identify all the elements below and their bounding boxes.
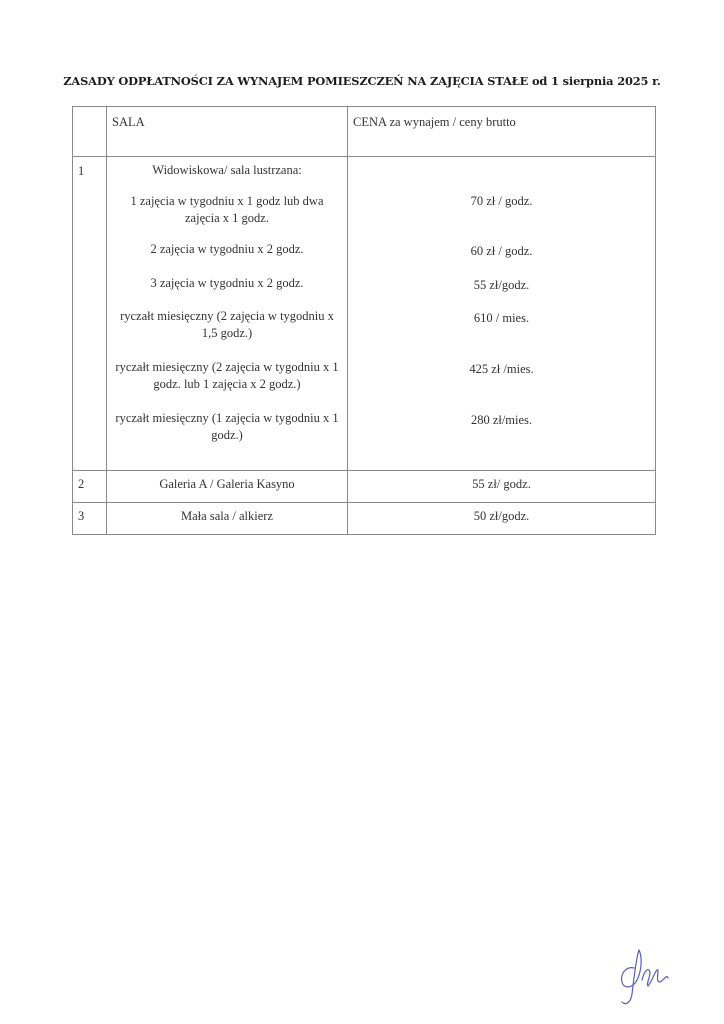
header-number-cell [73,107,107,157]
pricing-table [72,106,656,535]
option-price: 280 zł/mies. [470,413,533,427]
option-price: 70 zł / godz. [470,194,533,208]
header-sala-label: SALA [112,115,145,129]
signature-stroke [622,950,668,1004]
header-cena-cell [348,107,656,157]
option-price: 610 / mies. [473,311,530,325]
room-cell [107,471,348,503]
header-cena-label: CENA za wynajem / ceny brutto [353,115,516,129]
document-title: ZASADY ODPŁATNOŚCI ZA WYNAJEM POMIESZCZEŃ NA ZAJĘCIA STAŁE od 1 sierpnia 2025 r. [63,74,661,88]
room-name: Widowiskowa/ sala lustrzana: [152,163,302,177]
option-label-line1: 3 zajęcia w tygodniu x 2 godz. [150,276,304,290]
row-number: 3 [78,509,85,523]
table-row [73,157,656,471]
option-label-line1: ryczałt miesięczny (2 zajęcia w tygodniu x 1 [115,360,339,374]
option-label-line2: 1,5 godz.) [201,326,253,340]
room-cell [107,503,348,535]
option-item [107,359,347,403]
price-cell [348,157,656,471]
option-label-line1: ryczałt miesięczny (2 zajęcia w tygodniu x [120,309,334,323]
handwritten-signature [612,944,682,1008]
row-number: 1 [78,164,85,178]
row-number-cell [73,471,107,503]
row-number-cell [73,157,107,471]
option-label-line1: 2 zajęcia w tygodniu x 2 godz. [150,242,304,256]
option-label-line1: 1 zajęcia w tygodniu x 1 godz lub dwa [130,194,324,208]
option-price: 55 zł/godz. [473,278,530,292]
table-row [73,471,656,503]
option-item [107,241,347,275]
room-price: 55 zł/ godz. [472,477,531,491]
room-price: 50 zł/godz. [473,509,530,523]
price-cell [348,503,656,535]
option-price: 425 zł /mies. [469,362,534,376]
room-name: Galeria A / Galeria Kasyno [159,477,295,491]
table-row [73,503,656,535]
price-cell [348,471,656,503]
option-label-line2: godz.) [211,428,243,442]
header-sala-cell [107,107,348,157]
option-price: 60 zł / godz. [470,244,533,258]
option-label-line2: zajęcia x 1 godz. [185,211,269,225]
room-name: Mała sala / alkierz [181,509,273,523]
option-item [107,308,347,352]
row-number: 2 [78,477,85,491]
option-label-line2: godz. lub 1 zajęcia x 2 godz.) [153,377,301,391]
room-cell [107,157,348,471]
option-item [107,193,347,225]
table-header-row [73,107,656,157]
option-item [107,275,347,308]
row-number-cell [73,503,107,535]
option-item [107,410,347,450]
option-label-line1: ryczałt miesięczny (1 zajęcia w tygodniu x 1 [115,411,339,425]
